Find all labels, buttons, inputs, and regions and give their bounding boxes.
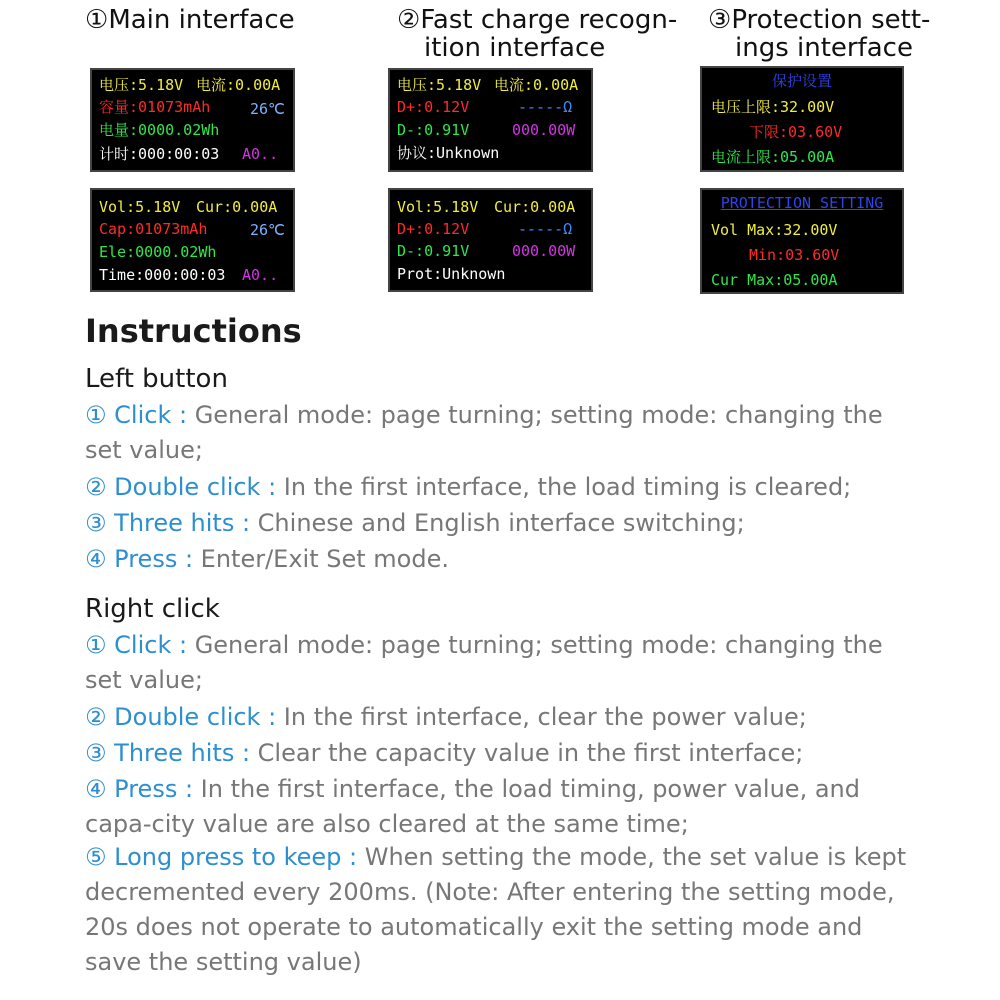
main-screen-english [90,188,295,292]
energy-reading: 电量:0000.02Wh [99,121,220,139]
right-item-press: ④ Press : In the first interface, the load timing, power value, and capa-city value are also cleared at the same time; [85,775,860,838]
capacity-reading: 容量:01073mAh [99,98,211,116]
voltage-min-setting: 下限:03.60V [749,123,843,141]
left-item-press: ④ Press : Enter/Exit Set mode. [85,545,449,573]
temperature-reading: 26℃ [250,100,285,118]
voltage-reading: Vol:5.18V [99,198,181,216]
left-item-three-hits: ③ Three hits : Chinese and English interface switching; [85,509,745,537]
voltage-reading: 电压:5.18V [99,76,184,94]
title-fast-charge: ②Fast charge recogn- [397,5,678,35]
power-reading: 000.00W [512,121,576,139]
right-item-long-press: ⑤ Long press to keep : When setting the mode, the set value is kept decremented every 200ms. (Note: After entering the setting mode, 20s does not operate to automatically exit the setting mode and save the setting value) [85,843,907,976]
current-max-setting: Cur Max:05.00A [711,271,838,289]
voltage-min-setting: Min:03.60V [749,246,840,264]
protocol-reading: Prot:Unknown [397,265,506,283]
title-protection: ③Protection sett- [708,5,931,35]
voltage-max-setting: 电压上限:32.00V [711,98,835,116]
current-reading: Cur:0.00A [196,198,278,216]
dminus-reading: D-:0.91V [397,242,470,260]
dplus-reading: D+:0.12V [397,98,470,116]
timer-reading: Time:000:00:03 [99,266,226,284]
mode-indicator: A0.. [242,266,279,284]
dplus-reading: D+:0.12V [397,220,470,238]
dminus-reading: D-:0.91V [397,121,470,139]
right-item-click: ① Click : General mode: page turning; setting mode: changing the set value; [85,631,883,694]
voltage-max-setting: Vol Max:32.00V [711,221,838,239]
left-item-click: ① Click : General mode: page turning; setting mode: changing the set value; [85,401,883,464]
resistance-reading: -----Ω [518,220,573,238]
current-reading: 电流:0.00A [196,76,281,94]
protection-screen-english [700,188,904,294]
power-reading: 000.00W [512,242,576,260]
fast-charge-screen-english [388,188,593,292]
title-fast-charge-line2: ition interface [424,33,606,63]
resistance-reading: -----Ω [518,98,573,116]
title-protection-line2: ings interface [735,33,913,63]
left-item-double-click: ② Double click : In the first interface, the load timing is cleared; [85,473,852,501]
voltage-reading: 电压:5.18V [397,76,482,94]
protocol-reading: 协议:Unknown [397,144,500,162]
fast-charge-screen-chinese [388,68,593,172]
timer-reading: 计时:000:00:03 [99,145,220,163]
current-max-setting: 电流上限:05.00A [711,148,835,166]
main-screen-chinese [90,68,295,172]
instructions-heading: Instructions [85,312,302,350]
voltage-reading: Vol:5.18V [397,198,479,216]
current-reading: Cur:0.00A [494,198,576,216]
mode-indicator: A0.. [242,145,279,163]
right-item-three-hits: ③ Three hits : Clear the capacity value in the first interface; [85,739,804,767]
protection-screen-chinese [700,66,904,172]
right-item-double-click: ② Double click : In the first interface, clear the power value; [85,703,807,731]
protection-header: 保护设置 [771,72,832,90]
title-main-interface: ①Main interface [85,5,295,35]
temperature-reading: 26℃ [250,221,285,239]
right-click-heading: Right click [85,594,220,624]
protection-header: PROTECTION SETTING [720,194,884,212]
energy-reading: Ele:0000.02Wh [99,243,217,261]
current-reading: 电流:0.00A [494,76,579,94]
left-button-heading: Left button [85,364,228,394]
capacity-reading: Cap:01073mAh [99,220,208,238]
